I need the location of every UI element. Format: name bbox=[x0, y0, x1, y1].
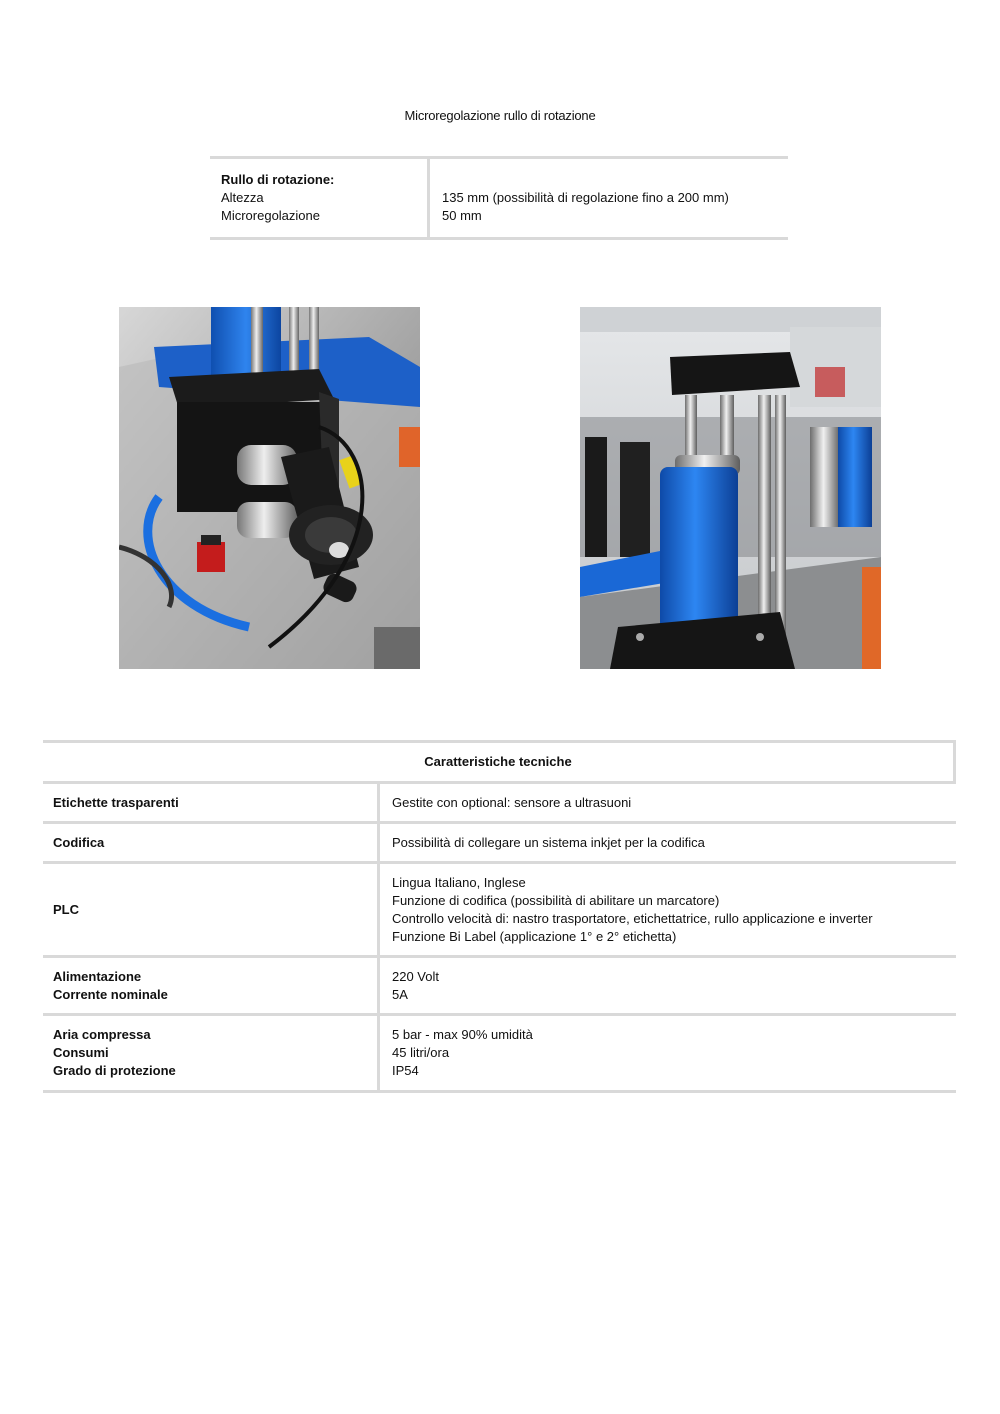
spec-value: Funzione di codifica (possibilità di abilitare un marcatore) bbox=[392, 892, 720, 908]
spec-value: Controllo velocità di: nastro trasportatore, etichettatrice, rullo applicazione e inverter bbox=[392, 910, 873, 926]
spec-label: Consumi bbox=[53, 1045, 109, 1060]
roller-spec-value-height: 135 mm (possibilità di regolazione fino a 200 mm) bbox=[442, 190, 729, 205]
spec-value: Funzione Bi Label (applicazione 1° e 2° etichetta) bbox=[392, 928, 677, 944]
spec-label: Etichette trasparenti bbox=[53, 794, 179, 810]
spec-label: Alimentazione bbox=[53, 968, 142, 984]
spec-value-cell bbox=[392, 824, 956, 861]
spec-label: Codifica bbox=[53, 834, 105, 850]
table-row bbox=[43, 1016, 956, 1093]
spec-label: Corrente nominale bbox=[53, 986, 168, 1002]
technical-spec-title: Caratteristiche tecniche bbox=[43, 740, 956, 784]
spec-value: 45 litri/ora bbox=[392, 1045, 450, 1060]
table-row bbox=[43, 864, 956, 958]
roller-spec-values bbox=[431, 159, 788, 237]
spec-label: Grado di protezione bbox=[53, 1063, 176, 1078]
table-row bbox=[43, 784, 956, 824]
spec-value: Lingua Italiano, Inglese bbox=[392, 874, 526, 890]
roller-spec-label-height: Altezza bbox=[221, 190, 264, 205]
spec-value: Gestite con optional: sensore a ultrasuoni bbox=[392, 794, 632, 810]
spec-label-cell bbox=[43, 824, 380, 861]
spec-value: Possibilità di collegare un sistema inkjet per la codifica bbox=[392, 834, 705, 850]
table-row bbox=[43, 824, 956, 864]
photo-micro-adjustment bbox=[119, 307, 420, 669]
roller-spec-label-microadjust: Microregolazione bbox=[221, 208, 320, 223]
spec-value: IP54 bbox=[392, 1063, 419, 1078]
spec-label: Aria compressa bbox=[53, 1027, 151, 1042]
roller-spec-value-microadjust: 50 mm bbox=[442, 208, 482, 223]
technical-spec-table bbox=[43, 740, 956, 1093]
spec-value: 5A bbox=[392, 986, 408, 1002]
roller-spec-labels bbox=[210, 159, 430, 237]
spec-label-cell bbox=[43, 1016, 380, 1090]
section-title: Microregolazione rullo di rotazione bbox=[404, 108, 596, 123]
roller-spec-header: Rullo di rotazione: bbox=[221, 172, 335, 187]
spec-value-cell bbox=[392, 958, 956, 1013]
spec-value-cell bbox=[392, 1016, 956, 1090]
spec-label-cell bbox=[43, 864, 380, 955]
spec-label: PLC bbox=[53, 901, 79, 917]
spec-value: 5 bar - max 90% umidità bbox=[392, 1027, 533, 1042]
spec-value: 220 Volt bbox=[392, 968, 439, 984]
spec-label-cell bbox=[43, 784, 380, 821]
table-row bbox=[43, 958, 956, 1016]
photo-rotation-roller-image bbox=[580, 307, 881, 669]
photo-rotation-roller bbox=[580, 307, 881, 669]
roller-spec-table bbox=[210, 156, 788, 240]
spec-label-cell bbox=[43, 958, 380, 1013]
spec-value-cell bbox=[392, 784, 956, 821]
spec-value-cell bbox=[392, 864, 956, 955]
photo-micro-adjustment-image bbox=[119, 307, 420, 669]
